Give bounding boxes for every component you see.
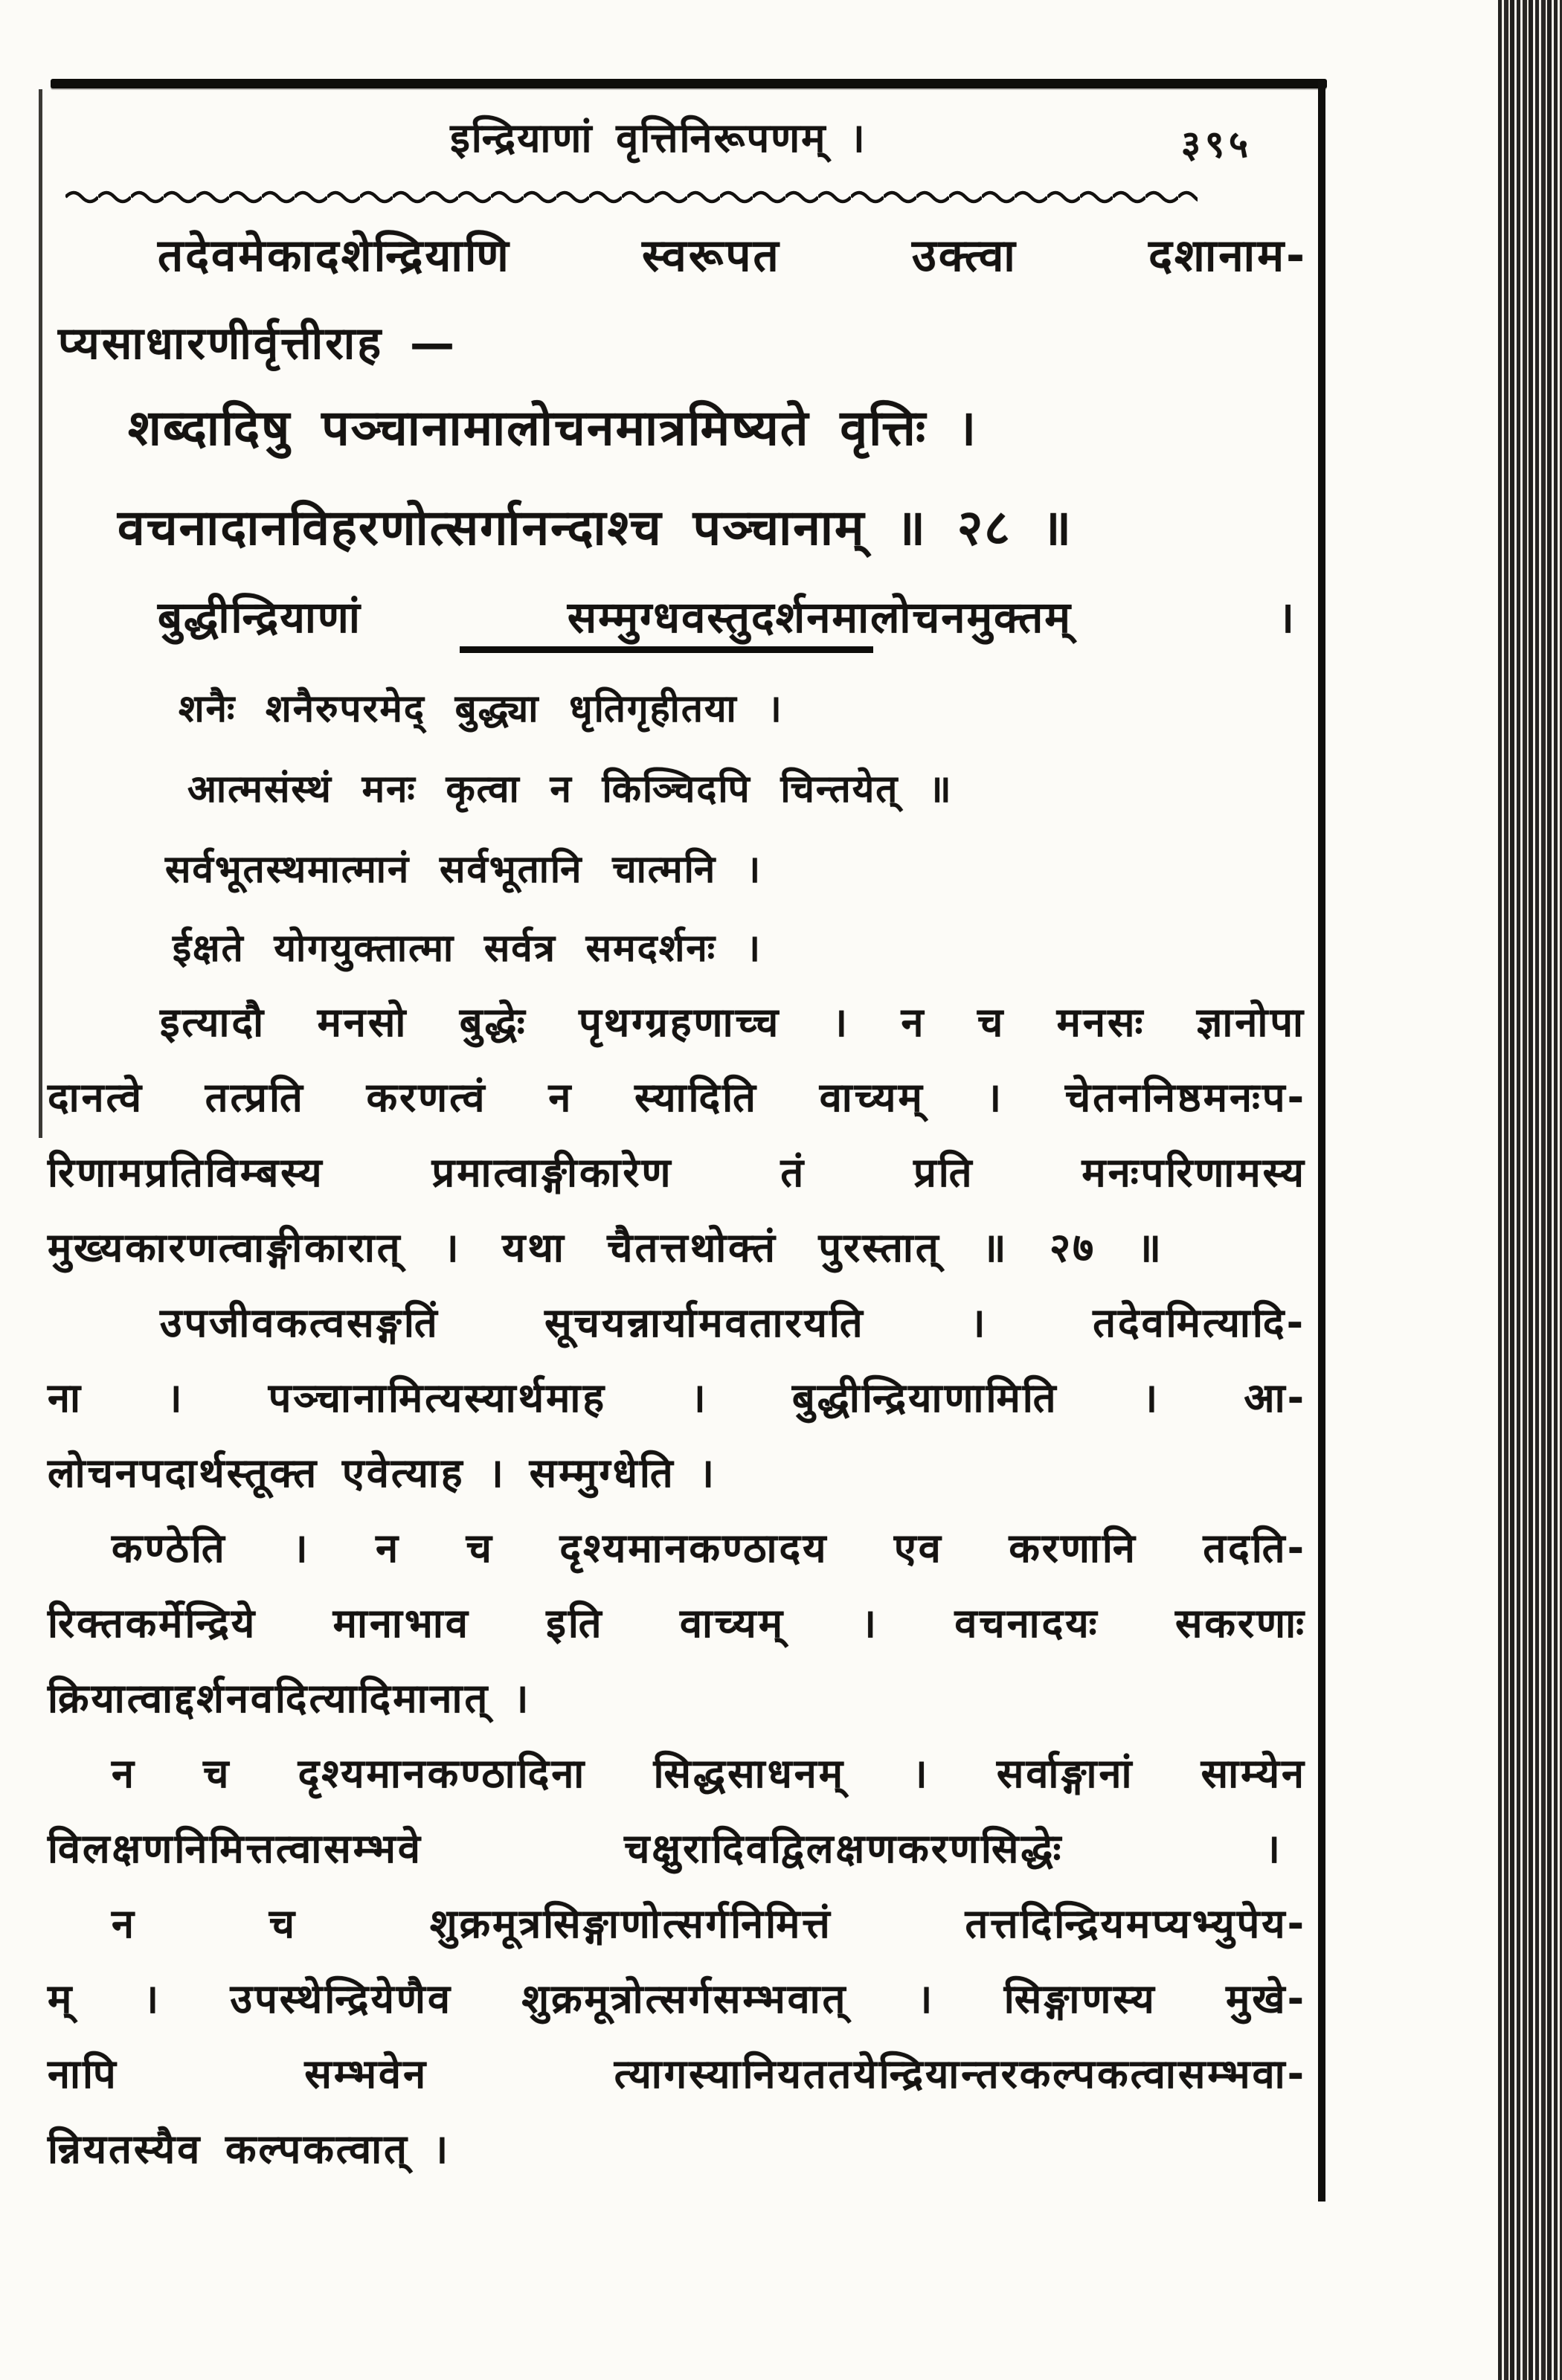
right-border-rule (1318, 80, 1325, 2202)
commentary-line: क्रियात्वाद्दर्शनवदित्यादिमानात् । (48, 1675, 531, 1722)
commentary-line: उपजीवकत्वसङ्गतिं सूचयन्नार्यामवतारयति । तदेवमित्यादि- (160, 1299, 1305, 1346)
karika-verse-line: वचनादानविहरणोत्सर्गानन्दाश्च पञ्चानाम् ॥ २८ ॥ (118, 499, 1073, 556)
commentary-line: रिक्तकर्मेन्द्रिये मानाभाव इति वाच्यम् । वचनादयः सकरणाः (48, 1600, 1306, 1647)
intro-line: तदेवमेकादशेन्द्रियाणि स्वरूपत उक्त्वा दशानाम- (158, 230, 1307, 282)
commentary-line: न्नियतस्यैव कल्पकत्वात् । (48, 2126, 451, 2172)
left-border-rule (39, 89, 42, 1138)
squiggle-divider (65, 184, 1198, 205)
commentary-line: नापि सम्भवेन त्यागस्यानियततयेन्द्रियान्तरकल्पकत्वासम्भवा- (48, 2051, 1306, 2097)
commentary-line: रिणामप्रतिविम्बस्य प्रमात्वाङ्गीकारेण तं प्रति मनःपरिणामस्य (48, 1149, 1306, 1196)
commentary-line: मुख्यकारणत्वाङ्गीकारात् । यथा चैतत्तथोक्तं पुरस्तात् ॥ २७ ॥ (48, 1224, 1163, 1271)
commentary-line: दानत्वे तत्प्रति करणत्वं न स्यादिति वाच्यम् । चेतननिष्ठमनःप- (48, 1074, 1306, 1121)
quote-verse-line: ईक्षते योगयुक्तात्मा सर्वत्र समदर्शनः । (173, 927, 762, 971)
commentary-line: इत्यादौ मनसो बुद्धेः पृथग्ग्रहणाच्च । न च मनसः ज्ञानोपा (160, 999, 1305, 1046)
page-title: इन्द्रियाणां वृत्तिनिरूपणम् । (450, 115, 867, 161)
commentary-line: विलक्षणनिमित्तत्वासम्भवे चक्षुरादिवद्विलक्षणकरणसिद्धेः । (48, 1825, 1282, 1872)
karika-verse-line: शब्दादिषु पञ्चानामालोचनमात्रमिष्यते वृत्तिः । (128, 399, 978, 457)
top-border-rule (51, 79, 1327, 89)
intro-line: प्यसाधारणीर्वृत्तीराह — (58, 318, 457, 370)
quote-verse-line: शनैः शनैरुपरमेद् बुद्ध्या धृतिगृहीतया । (179, 687, 783, 731)
commentary-line: कण्ठेति । न च दृश्यमानकण्ठादय एव करणानि तदति- (112, 1525, 1306, 1572)
page-number: ३९५ (1181, 123, 1253, 166)
commentary-line: म् । उपस्थेन्द्रियेणैव शुक्रमूत्रोत्सर्गसम्भवात् । सिङ्गाणस्य मुखे- (48, 1975, 1306, 2022)
section-divider-rule (460, 646, 873, 653)
commentary-line: लोचनपदार्थस्तूक्त एवेत्याह । सम्मुग्धेति । (48, 1450, 716, 1496)
quote-verse-line: सर्वभूतस्थमात्मानं सर्वभूतानि चात्मनि । (165, 848, 762, 892)
karika-gloss-line: बुद्धीन्द्रियाणां सम्मुग्धवस्तुदर्शनमालोचनमुक्तम् । (158, 592, 1296, 643)
scan-noise-band (1498, 0, 1562, 2380)
commentary-line: न च शुक्रमूत्रसिङ्गाणोत्सर्गनिमित्तं तत्तदिन्द्रियमप्यभ्युपेय- (112, 1900, 1306, 1947)
commentary-line: न च दृश्यमानकण्ठादिना सिद्धसाधनम् । सर्वाङ्गानां साम्येन (112, 1750, 1306, 1797)
commentary-line: ना । पञ्चानामित्यस्यार्थमाह । बुद्धीन्द्रियाणामिति । आ- (48, 1374, 1306, 1421)
quote-verse-line: आत्मसंस्थं मनः कृत्वा न किञ्चिदपि चिन्तयेत् ॥ (187, 768, 953, 811)
